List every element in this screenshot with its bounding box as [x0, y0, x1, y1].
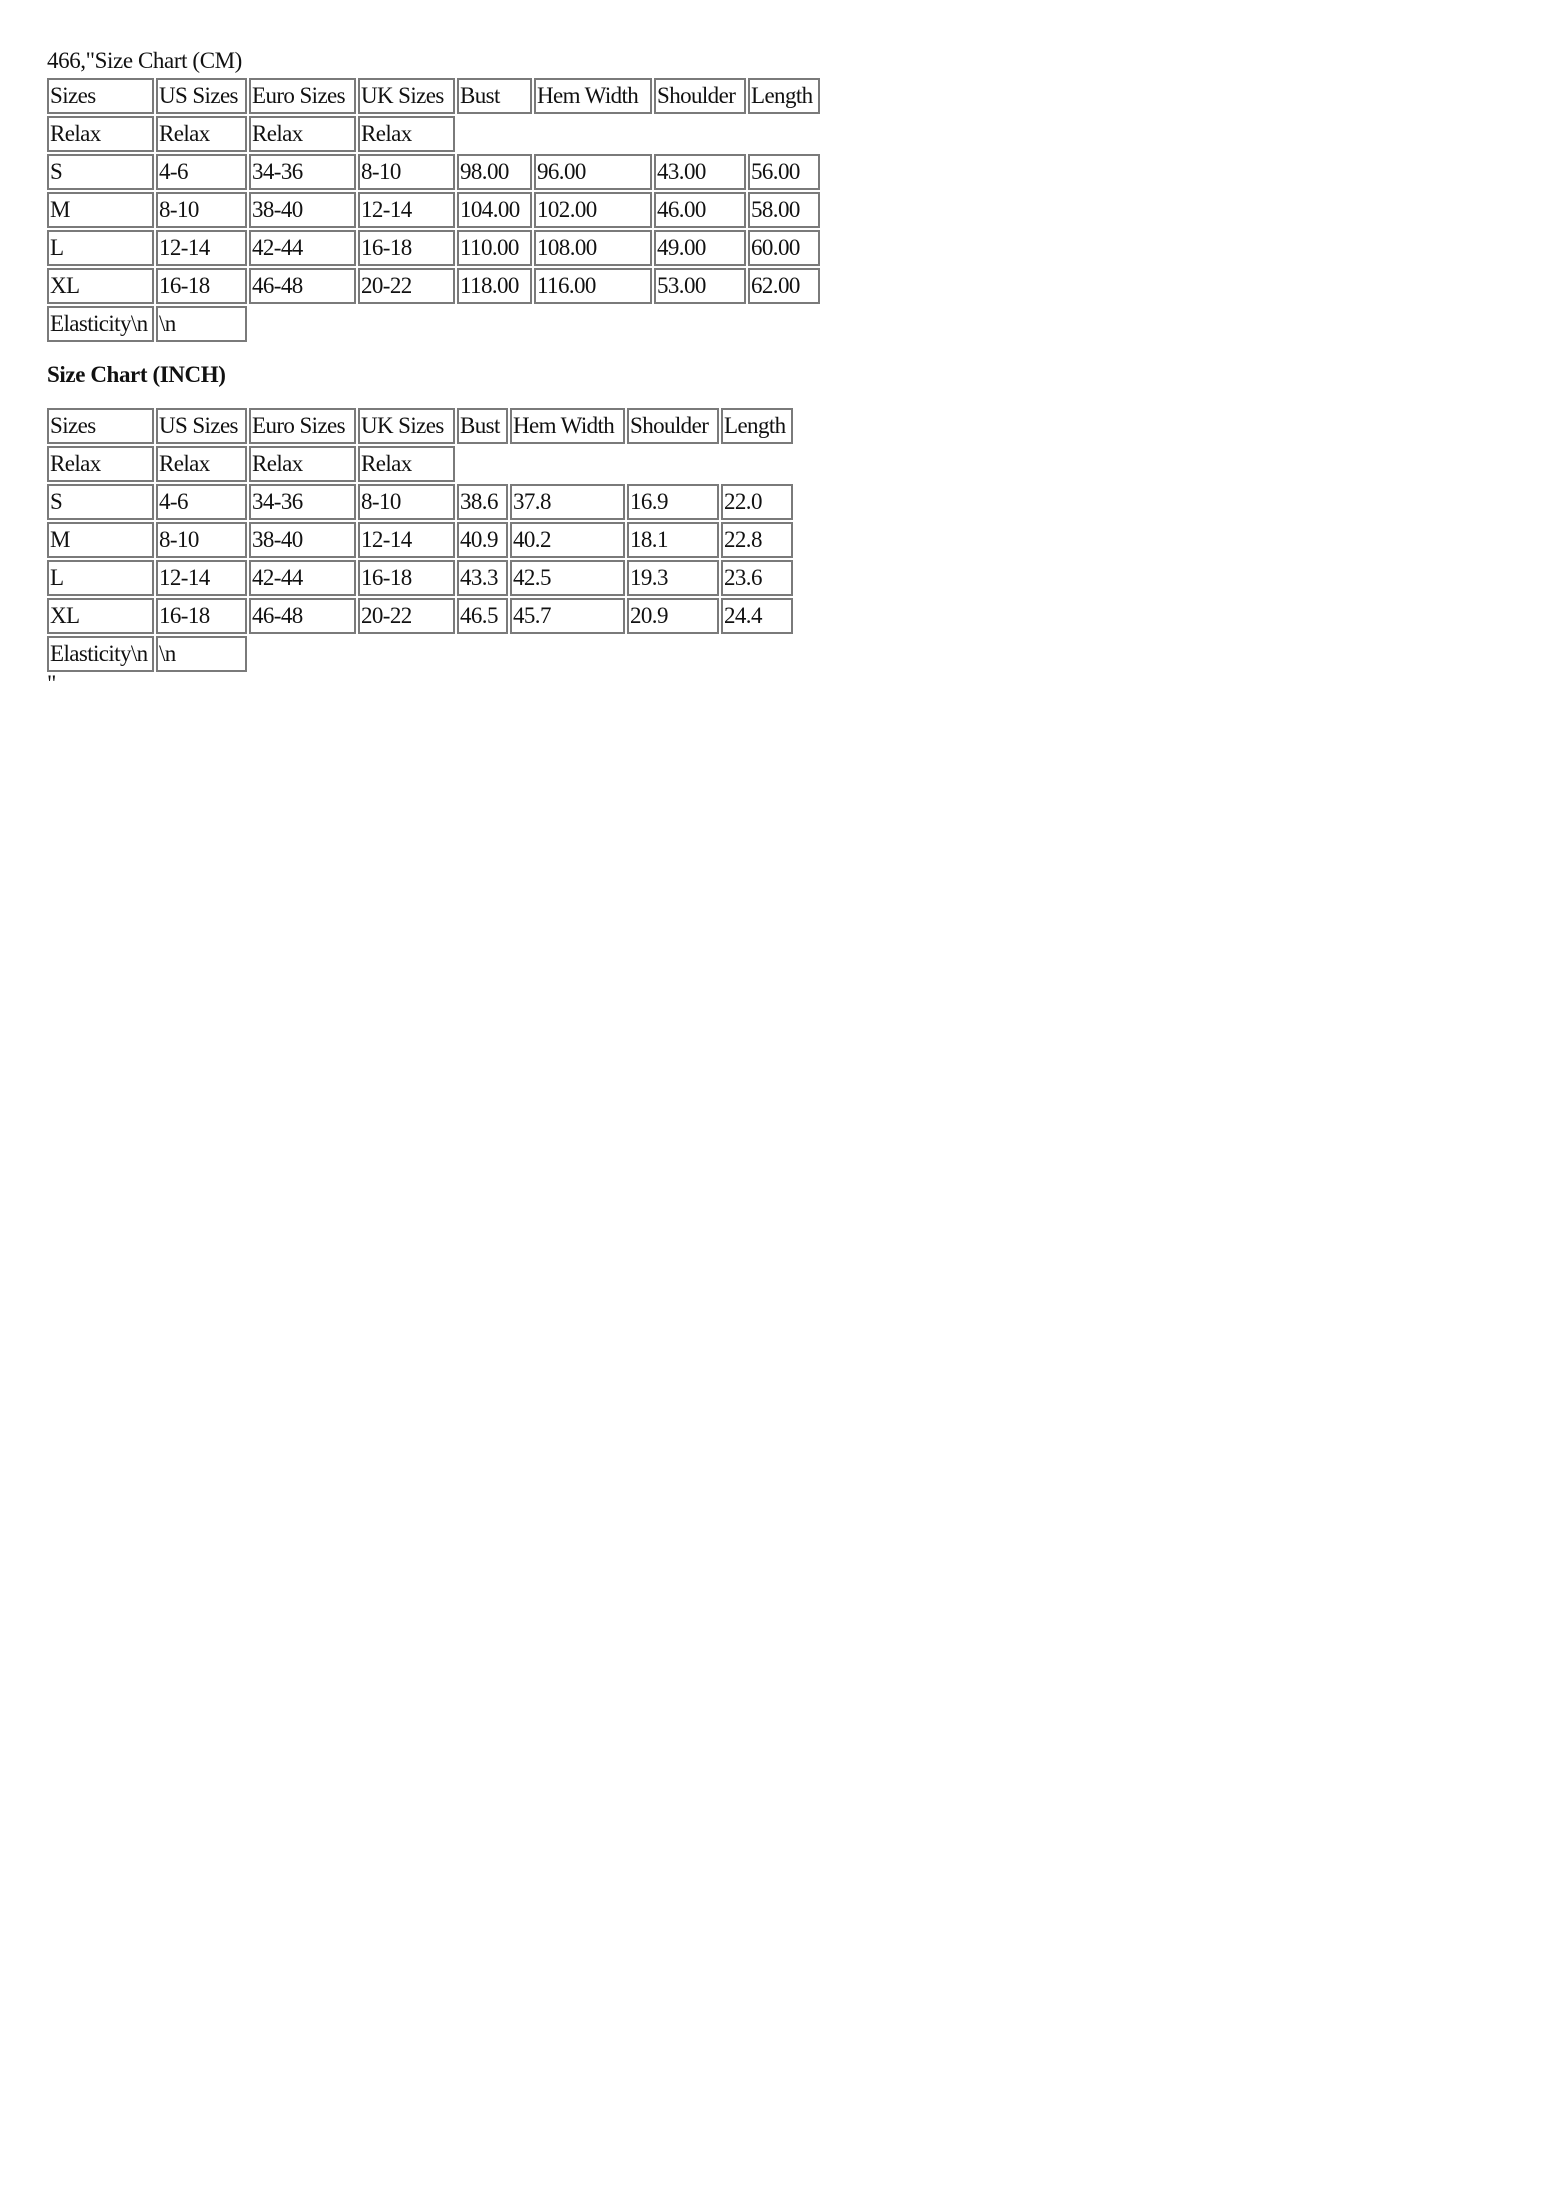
table-cell: 53.00 [654, 268, 746, 304]
table-cell: 102.00 [534, 192, 652, 228]
table-cell: 42-44 [249, 560, 356, 596]
table-cell: 62.00 [748, 268, 820, 304]
table-cell: 8-10 [358, 484, 455, 520]
empty-cell [510, 636, 625, 672]
table-cell: 12-14 [358, 522, 455, 558]
relax-cell: Relax [358, 446, 455, 482]
table-cell: 56.00 [748, 154, 820, 190]
table-cell: 110.00 [457, 230, 532, 266]
elasticity-cell: Elasticity\n [47, 306, 154, 342]
header-cell: Bust [457, 408, 508, 444]
header-cell: US Sizes [156, 78, 247, 114]
table-cell: 40.2 [510, 522, 625, 558]
table-cell: S [47, 154, 154, 190]
table-header-row [47, 408, 793, 444]
table-cell: 60.00 [748, 230, 820, 266]
table-cell: 12-14 [358, 192, 455, 228]
table-row [47, 484, 793, 520]
table-cell: 20-22 [358, 268, 455, 304]
table-cell: 116.00 [534, 268, 652, 304]
relax-cell: Relax [47, 116, 154, 152]
header-cell: Length [721, 408, 793, 444]
table-cell: 4-6 [156, 154, 247, 190]
table-cell: 49.00 [654, 230, 746, 266]
table-cell: L [47, 230, 154, 266]
table-cell: S [47, 484, 154, 520]
table-row [47, 192, 820, 228]
table-cell: 46-48 [249, 268, 356, 304]
table-cell: 58.00 [748, 192, 820, 228]
empty-cell [358, 306, 455, 342]
closing-quote: " [47, 671, 57, 696]
table-cell: 43.3 [457, 560, 508, 596]
table-cell: 16-18 [358, 560, 455, 596]
relax-cell: Relax [156, 116, 247, 152]
table-cell: 46.5 [457, 598, 508, 634]
document [47, 46, 822, 694]
relax-row [47, 116, 820, 152]
table-row [47, 522, 793, 558]
empty-cell [510, 446, 625, 482]
relax-cell: Relax [47, 446, 154, 482]
table-cell: 45.7 [510, 598, 625, 634]
relax-cell: Relax [156, 446, 247, 482]
table-cell: 4-6 [156, 484, 247, 520]
empty-cell [627, 446, 719, 482]
table-cell: 22.0 [721, 484, 793, 520]
empty-cell [721, 446, 793, 482]
table-cell: 38-40 [249, 192, 356, 228]
table-cell: 40.9 [457, 522, 508, 558]
table-cell: 22.8 [721, 522, 793, 558]
table-cell: 16-18 [156, 268, 247, 304]
table-cell: 38-40 [249, 522, 356, 558]
table-row [47, 268, 820, 304]
header-cell: UK Sizes [358, 78, 455, 114]
table-cell: 46-48 [249, 598, 356, 634]
empty-cell [457, 446, 508, 482]
empty-cell [457, 636, 508, 672]
header-cell: Euro Sizes [249, 408, 356, 444]
table-cell: 16-18 [156, 598, 247, 634]
elasticity-cell: \n [156, 636, 247, 672]
relax-cell: Relax [249, 446, 356, 482]
empty-cell [748, 116, 820, 152]
table-cell: 8-10 [156, 192, 247, 228]
empty-cell [721, 636, 793, 672]
empty-cell [457, 116, 532, 152]
size-chart-inch-table [45, 406, 795, 674]
empty-cell [249, 306, 356, 342]
table-cell: 37.8 [510, 484, 625, 520]
table-cell: 20.9 [627, 598, 719, 634]
relax-cell: Relax [249, 116, 356, 152]
table-cell: 104.00 [457, 192, 532, 228]
empty-cell [654, 306, 746, 342]
table-cell: 42-44 [249, 230, 356, 266]
table-cell: L [47, 560, 154, 596]
empty-cell [358, 636, 455, 672]
empty-cell [534, 116, 652, 152]
empty-cell [627, 636, 719, 672]
table-cell: 12-14 [156, 230, 247, 266]
table-cell: 42.5 [510, 560, 625, 596]
table-cell: 23.6 [721, 560, 793, 596]
table-cell: 18.1 [627, 522, 719, 558]
empty-cell [457, 306, 532, 342]
table-cell: 8-10 [358, 154, 455, 190]
table-cell: 12-14 [156, 560, 247, 596]
table-cell: M [47, 522, 154, 558]
empty-cell [249, 636, 356, 672]
elasticity-row [47, 636, 793, 672]
table-cell: 96.00 [534, 154, 652, 190]
table-header-row [47, 78, 820, 114]
size-chart-cm-table [45, 76, 822, 344]
table-row [47, 598, 793, 634]
table-cell: XL [47, 268, 154, 304]
header-cell: Euro Sizes [249, 78, 356, 114]
header-cell: UK Sizes [358, 408, 455, 444]
inch-chart-heading: Size Chart (INCH) [47, 362, 226, 387]
header-cell: Length [748, 78, 820, 114]
table-row [47, 560, 793, 596]
table-cell: 43.00 [654, 154, 746, 190]
header-cell: US Sizes [156, 408, 247, 444]
table-cell: 108.00 [534, 230, 652, 266]
header-cell: Shoulder [627, 408, 719, 444]
table-cell: 8-10 [156, 522, 247, 558]
table-row [47, 154, 820, 190]
empty-cell [534, 306, 652, 342]
table-cell: M [47, 192, 154, 228]
table-row [47, 230, 820, 266]
table-cell: 16.9 [627, 484, 719, 520]
elasticity-cell: Elasticity\n [47, 636, 154, 672]
table-cell: 16-18 [358, 230, 455, 266]
table-cell: XL [47, 598, 154, 634]
header-cell: Sizes [47, 408, 154, 444]
table-cell: 19.3 [627, 560, 719, 596]
first-line-cm-title: 466,"Size Chart (CM) [47, 48, 242, 73]
empty-cell [748, 306, 820, 342]
table-cell: 34-36 [249, 484, 356, 520]
table-cell: 38.6 [457, 484, 508, 520]
table-cell: 118.00 [457, 268, 532, 304]
empty-cell [654, 116, 746, 152]
table-cell: 34-36 [249, 154, 356, 190]
header-cell: Shoulder [654, 78, 746, 114]
relax-cell: Relax [358, 116, 455, 152]
table-cell: 98.00 [457, 154, 532, 190]
header-cell: Bust [457, 78, 532, 114]
header-cell: Sizes [47, 78, 154, 114]
header-cell: Hem Width [510, 408, 625, 444]
table-cell: 24.4 [721, 598, 793, 634]
header-cell: Hem Width [534, 78, 652, 114]
table-cell: 20-22 [358, 598, 455, 634]
elasticity-row [47, 306, 820, 342]
relax-row [47, 446, 793, 482]
elasticity-cell: \n [156, 306, 247, 342]
table-cell: 46.00 [654, 192, 746, 228]
